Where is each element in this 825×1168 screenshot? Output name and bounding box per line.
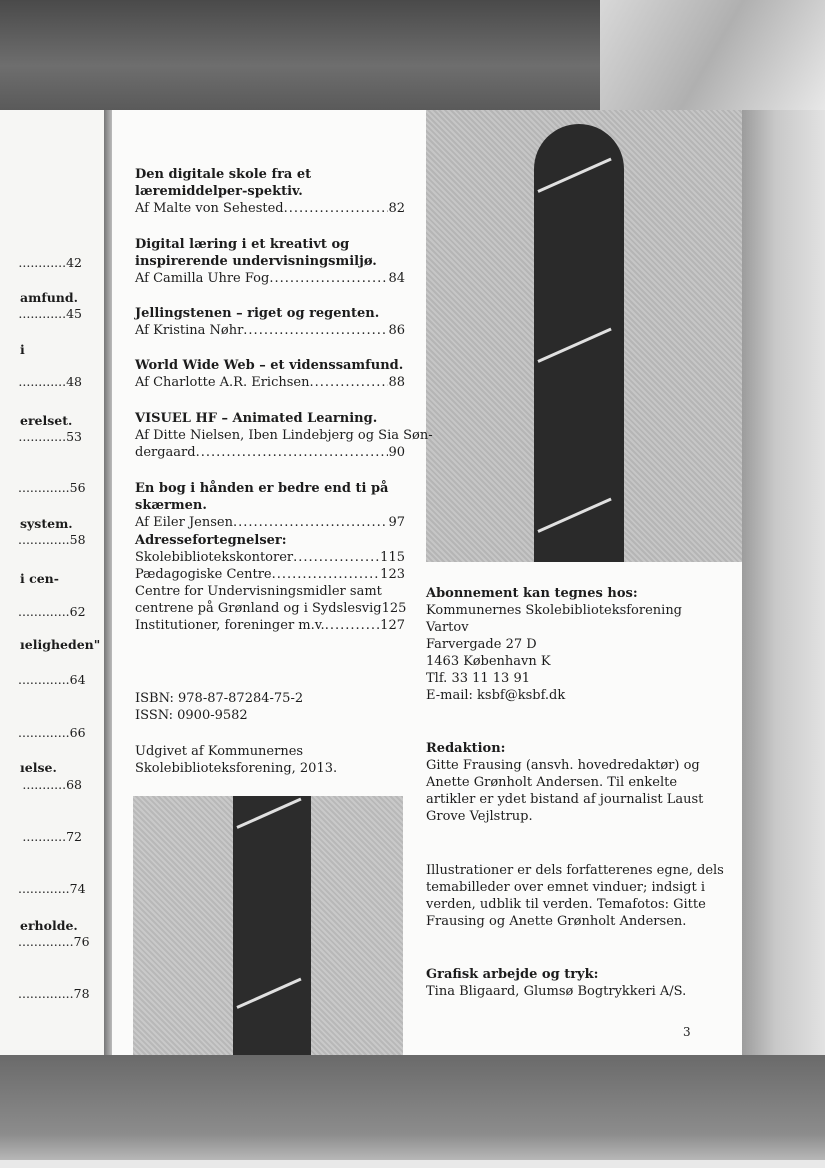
subscription-line: 1463 København K <box>426 654 551 669</box>
toc-author-line <box>135 322 405 339</box>
left-page-page-ref: .............66 <box>18 725 86 740</box>
left-page-word-fragment: i cen- <box>20 571 59 586</box>
left-page-word-fragment: system. <box>20 516 73 531</box>
left-page-page-ref: ............45 <box>18 306 82 321</box>
left-page-page-ref: ..............78 <box>18 986 90 1001</box>
toc-entry <box>135 236 405 287</box>
toc-page: 97 <box>388 515 405 530</box>
toc-author: dergaard <box>135 445 196 460</box>
toc-author: Af Charlotte A.R. Erichsen <box>135 375 310 390</box>
scan-shadow-right <box>742 110 825 1060</box>
toc-title: World Wide Web – et videnssamfund. <box>135 358 404 373</box>
subscription-line: Tlf. 33 11 13 91 <box>426 671 531 686</box>
editorial-line: Gitte Frausing (ansvh. hovedredaktør) og <box>426 758 700 773</box>
left-page-word-fragment: erholde. <box>20 918 78 933</box>
editorial-line: Grove Vejlstrup. <box>426 809 533 824</box>
page-number: 3 <box>683 1025 691 1039</box>
print-line: Tina Bligaard, Glumsø Bogtrykkeri A/S. <box>426 984 687 999</box>
toc-author-line <box>135 427 433 444</box>
subscription-line: Farvergade 27 D <box>426 637 537 652</box>
left-page-word-fragment: i <box>20 342 25 357</box>
left-page-word-fragment: erelset. <box>20 413 73 428</box>
illustrations-line: Illustrationer er dels forfatterenes egne, dels <box>426 863 724 878</box>
illustrations-line: temabilleder over emnet vinduer; indsigt i <box>426 880 706 895</box>
editorial-heading: Redaktion: <box>426 741 506 756</box>
theme-photo-window-top <box>426 110 742 562</box>
subscription-line: Kommunernes Skolebiblioteksforening <box>426 603 683 618</box>
publisher-line: Udgivet af Kommunernes <box>135 744 304 759</box>
publisher-line: Skolebiblioteksforening, 2013. <box>135 761 338 776</box>
toc-author: Af Kristina Nøhr <box>135 323 244 338</box>
toc-title: Jellingstenen – riget og regenten. <box>135 306 380 321</box>
subscription-line: Vartov <box>426 620 469 635</box>
toc-title: VISUEL HF – Animated Learning. <box>135 411 378 426</box>
subscription-email: E-mail: ksbf@ksbf.dk <box>426 688 566 703</box>
toc-author-line <box>135 200 405 217</box>
toc-entry <box>135 357 405 391</box>
toc-page: 84 <box>388 271 405 286</box>
address-row: Institutioner, foreninger m.v. ..... 127 <box>135 617 405 634</box>
left-page-page-ref: .............64 <box>18 672 86 687</box>
toc-author-line <box>135 444 405 461</box>
editorial-line: artikler er ydet bistand af journalist Laust <box>426 792 704 807</box>
illustrations-line: verden, udblik til verden. Temafotos: Gitte <box>426 897 706 912</box>
subscription-heading: Abonnement kan tegnes hos: <box>426 586 638 601</box>
toc-author: Af Ditte Nielsen, Iben Lindebjerg og Sia Søn- <box>135 428 433 443</box>
toc-page: 82 <box>388 201 405 216</box>
editorial-line: Anette Grønholt Andersen. Til enkelte <box>426 775 678 790</box>
theme-photo-window-bottom <box>133 796 403 1055</box>
left-page-page-ref: ............42 <box>18 255 82 270</box>
toc-entry <box>135 480 405 531</box>
toc-author: Af Eiler Jensen <box>135 515 233 530</box>
addresses-heading: Adressefortegnelser: <box>135 533 287 548</box>
left-page-word-fragment: amfund. <box>20 290 78 305</box>
left-page-page-ref: .............74 <box>18 881 86 896</box>
address-row: Centre for Undervisningsmidler samt <box>135 584 382 599</box>
scan-glare-top-right <box>600 0 825 110</box>
left-page-page-ref: .............58 <box>18 532 86 547</box>
left-page-word-fragment: ıeligheden" <box>20 637 101 652</box>
left-page-page-ref: ............48 <box>18 374 82 389</box>
illustrations-line: Frausing og Anette Grønholt Andersen. <box>426 914 687 929</box>
left-page-word-fragment: ıelse. <box>20 760 57 775</box>
left-page-page-ref: ...........68 <box>22 777 82 792</box>
toc-title: Digital læring i et kreativt og inspirerende undervisningsmiljø. <box>135 237 377 269</box>
left-page-page-ref: .............62 <box>18 604 86 619</box>
toc-title: Den digitale skole fra et læremiddelper-spektiv. <box>135 167 312 199</box>
toc-author-line <box>135 270 405 287</box>
toc-author-line <box>135 374 405 391</box>
left-page-page-ref: .............56 <box>18 480 86 495</box>
toc-author: Af Malte von Sehested <box>135 201 284 216</box>
isbn: ISBN: 978-87-87284-75-2 <box>135 691 304 706</box>
toc-page: 90 <box>388 445 405 460</box>
window-frame <box>233 796 311 1055</box>
toc-entry <box>135 305 405 339</box>
address-row: Skolebibliotekskontorer ..... 115 <box>135 549 405 566</box>
issn: ISSN: 0900-9582 <box>135 708 248 723</box>
toc-title: En bog i hånden er bedre end ti på skærmen. <box>135 481 389 513</box>
toc-page: 86 <box>388 323 405 338</box>
book-spine <box>104 110 112 1055</box>
left-page-page-ref: ............53 <box>18 429 82 444</box>
address-row: Pædagogiske Centre ..... 123 <box>135 566 405 583</box>
scan-edge-bottom <box>0 1160 825 1168</box>
toc-entry <box>135 410 433 461</box>
toc-entry <box>135 166 405 217</box>
left-page-page-ref: ..............76 <box>18 934 90 949</box>
toc-author-line <box>135 514 405 531</box>
toc-author: Af Camilla Uhre Fog <box>135 271 270 286</box>
address-row: centrene på Grønland og i Sydslesvig 125 <box>135 601 407 616</box>
left-page-page-ref: ...........72 <box>22 829 82 844</box>
toc-page: 88 <box>388 375 405 390</box>
print-heading: Grafisk arbejde og tryk: <box>426 967 599 982</box>
scan-shadow-bottom <box>0 1055 825 1168</box>
